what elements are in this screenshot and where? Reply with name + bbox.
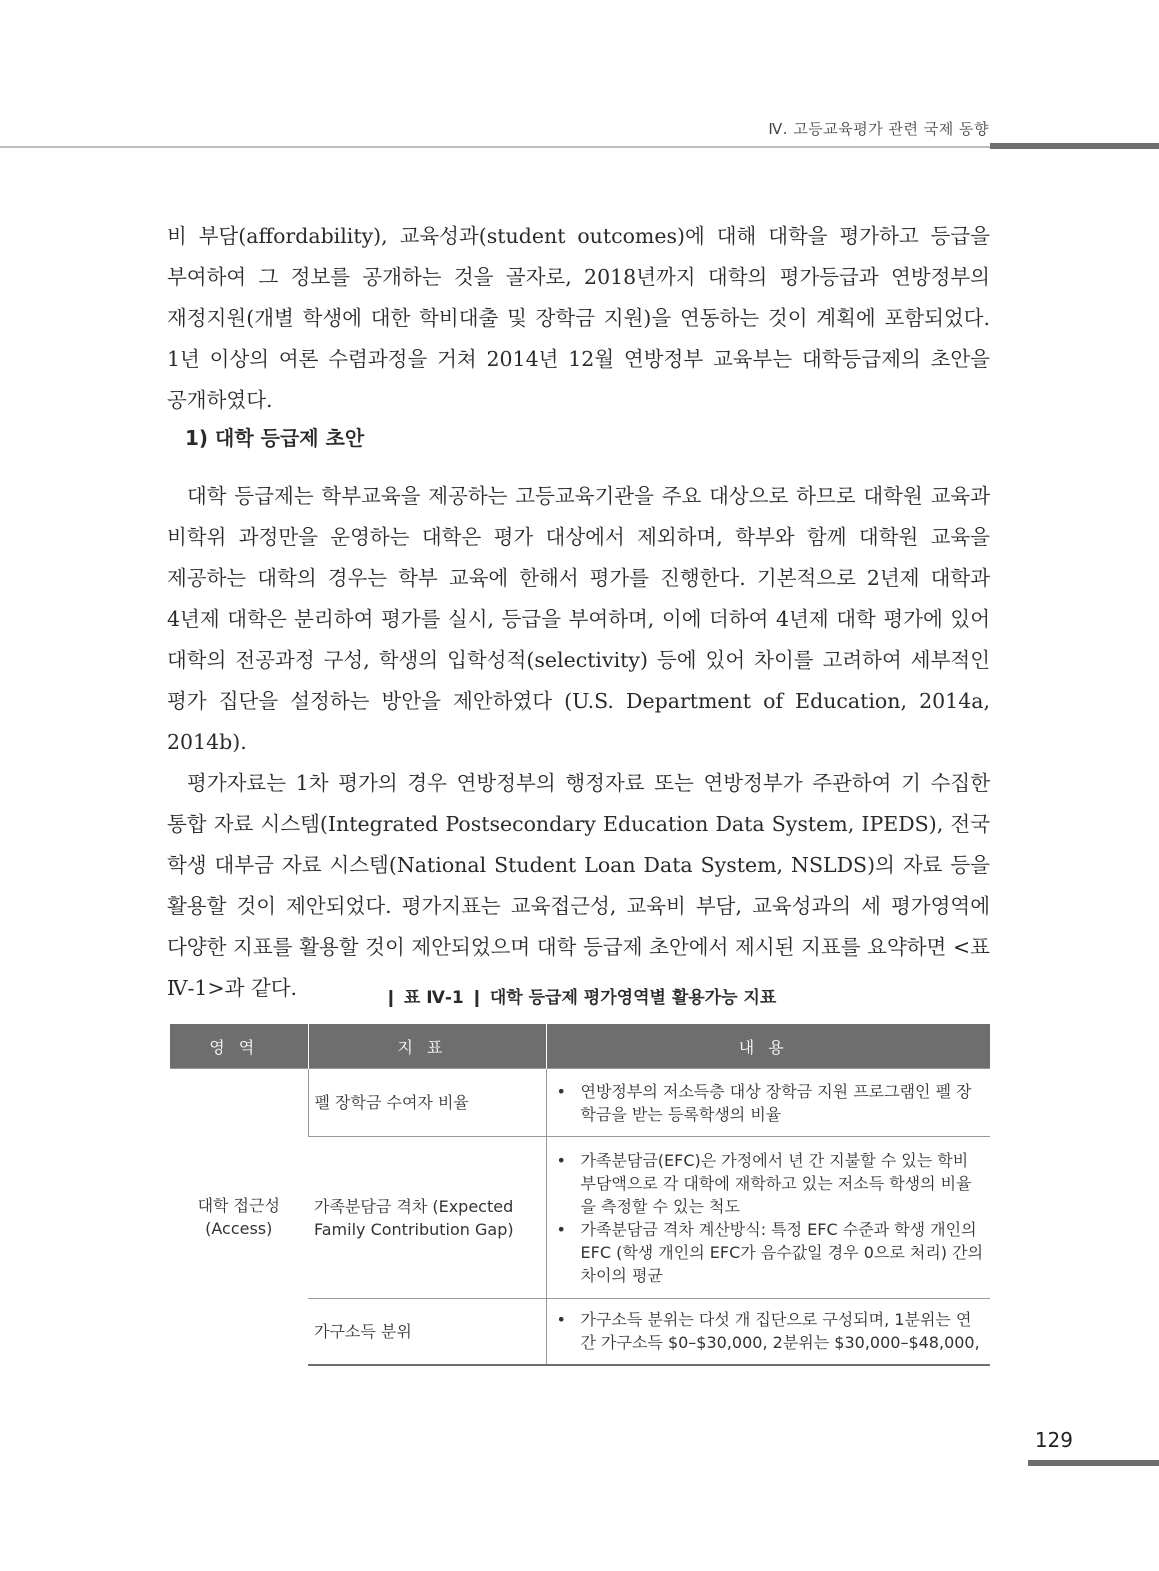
header-rule-accent xyxy=(990,143,1159,149)
header-area: 영역 xyxy=(170,1024,308,1069)
header-rule xyxy=(0,146,990,148)
content-list xyxy=(553,1080,985,1126)
indicator-cell: 가족분담금 격차 (Expected Family Contribution Gap) xyxy=(308,1137,546,1299)
intro-paragraph: 비 부담(affordability), 교육성과(student outcomes)에 대해 대학을 평가하고 등급을 부여하여 그 정보를 공개하는 것을 골자로, 2018년까지 대학의 평가등급과 연방정부의 재정지원(개별 학생에 대한 학비대출 및 장학금 지원)을 연동하는 것이 계획에 포함되었다. 1년 이상의 여론 수렴과정을 거쳐 2014년 12월 연방정부 교육부는 대학등급제의 초안을 공개하였다. xyxy=(167,224,990,412)
page-number: 129 xyxy=(1034,1428,1073,1452)
content-bullet: • 연방정부의 저소득층 대상 장학금 지원 프로그램인 펠 장학금을 받는 등록학생의 비율 xyxy=(553,1080,985,1126)
content-bullet: • 가족분담금 격차 계산방식: 특정 EFC 수준과 학생 개인의 EFC (학생 개인의 EFC가 음수값일 경우 0으로 처리) 간의 차이의 평균 xyxy=(553,1218,985,1287)
section-body xyxy=(167,476,990,1009)
header-indicator: 지표 xyxy=(308,1024,546,1069)
table-header-row xyxy=(170,1024,990,1069)
area-name: 대학 접근성 xyxy=(197,1195,280,1215)
caption-label: 표 Ⅳ-1 xyxy=(403,988,464,1008)
caption-title: 대학 등급제 평가영역별 활용가능 지표 xyxy=(489,988,777,1008)
table-row xyxy=(170,1069,990,1137)
footer-rule xyxy=(1028,1460,1159,1466)
table-caption xyxy=(170,983,990,1008)
area-name-en: (Access) xyxy=(205,1218,273,1238)
section-paragraph-1: 대학 등급제는 학부교육을 제공하는 고등교육기관을 주요 대상으로 하므로 대학원 교육과 비학위 과정만을 운영하는 대학은 평가 대상에서 제외하며, 학부와 함께 대학원 교육을 제공하는 대학의 경우는 학부 교육에 한해서 평가를 진행한다. 기본적으로 2년제 대학과 4년제 대학은 분리하여 평가를 실시, 등급을 부여하며, 이에 더하여 4년제 대학 평가에 있어 대학의 전공과정 구성, 학생의 입학성적(selectivity) 등에 있어 차이를 고려하여 세부적인 평가 집단을 설정하는 방안을 제안하였다 (U.S. Department of Education, 2014a, 2014b). xyxy=(167,484,990,754)
intro-paragraph-block xyxy=(167,216,990,421)
indicator-table xyxy=(170,1024,990,1366)
indicator-cell: 펠 장학금 수여자 비율 xyxy=(308,1069,546,1137)
header-content: 내용 xyxy=(546,1024,990,1069)
indicator-cell: 가구소득 분위 xyxy=(308,1299,546,1365)
content-cell xyxy=(546,1137,990,1299)
content-list xyxy=(553,1149,985,1287)
caption-bar-left: ❙ xyxy=(383,988,398,1008)
content-bullet: • 가구소득 분위는 다섯 개 집단으로 구성되며, 1분위는 연간 가구소득 $0–$30,000, 2분위는 $30,000–$48,000, xyxy=(553,1308,985,1354)
content-list xyxy=(553,1308,985,1354)
section-paragraph-2: 평가자료는 1차 평가의 경우 연방정부의 행정자료 또는 연방정부가 주관하여 기 수집한 통합 자료 시스템(Integrated Postsecondary Education Data System, IPEDS), 전국 학생 대부금 자료 시스템(National Student Loan Data System, NSLDS)의 자료 등을 활용할 것이 제안되었다. 평가지표는 교육접근성, 교육비 부담, 교육성과의 세 평가영역에 다양한 지표를 활용할 것이 제안되었으며 대학 등급제 초안에서 제시된 지표를 요약하면 <표 Ⅳ-1>과 같다. xyxy=(167,771,990,1000)
section-heading: 1) 대학 등급제 초안 xyxy=(185,426,365,450)
area-cell xyxy=(170,1069,308,1365)
running-header: Ⅳ. 고등교육평가 관련 국제 동향 xyxy=(768,120,989,138)
content-cell xyxy=(546,1069,990,1137)
content-cell xyxy=(546,1299,990,1365)
caption-bar-right: ❙ xyxy=(469,988,484,1008)
content-bullet: • 가족분담금(EFC)은 가정에서 년 간 지불할 수 있는 학비 부담액으로 각 대학에 재학하고 있는 저소득 학생의 비율을 측정할 수 있는 척도 xyxy=(553,1149,985,1218)
